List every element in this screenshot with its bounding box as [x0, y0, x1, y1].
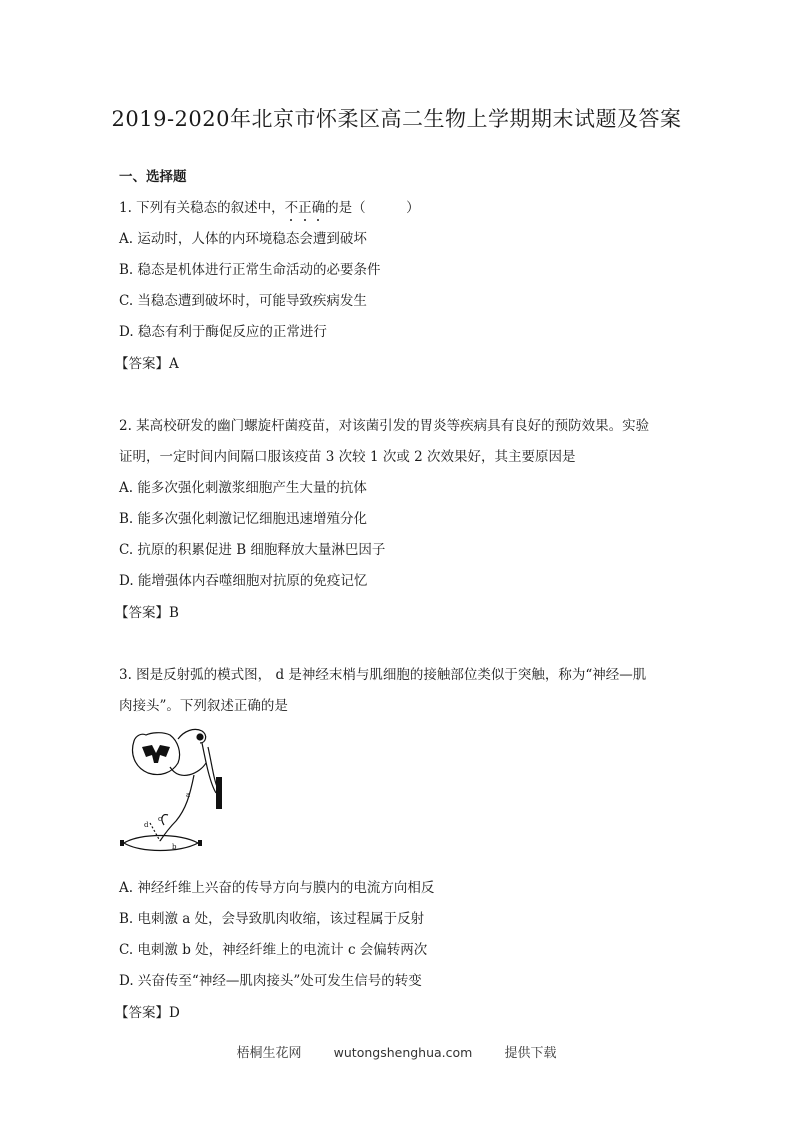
reflex-arc-diagram: [120, 723, 232, 855]
q1-answer: 【答案】A: [115, 356, 179, 372]
page-footer: [0, 1042, 793, 1061]
footer-url[interactable]: wutongshenghua.com: [333, 1045, 473, 1060]
q1-stem-pre: 1. 下列有关稳态的叙述中，: [119, 200, 285, 216]
label-b: b: [172, 843, 177, 851]
q1-option-d: D. 稳态有利于酶促反应的正常进行: [119, 324, 327, 340]
footer-site-name: 梧桐生花网: [236, 1046, 302, 1061]
q1-option-c: C. 当稳态遭到破坏时，可能导致疾病发生: [119, 293, 367, 309]
q3-option-a: A. 神经纤维上兴奋的传导方向与膜内的电流方向相反: [119, 880, 435, 896]
q1-emph-2: 正: [298, 200, 312, 216]
q2-stem-line-1: 2. 某高校研发的幽门螺旋杆菌疫苗，对该菌引发的胃炎等疾病具有良好的预防效果。实验: [119, 418, 650, 434]
label-a: a: [186, 791, 191, 799]
q3-option-c: C. 电刺激 b 处，神经纤维上的电流计 c 会偏转两次: [119, 942, 428, 958]
q1-emph-3: 确: [311, 200, 326, 216]
document-title: 2019-2020年北京市怀柔区高二生物上学期期末试题及答案: [111, 107, 682, 131]
section-heading: 一、选择题: [119, 169, 187, 185]
q3-answer: 【答案】D: [115, 1005, 180, 1021]
q2-stem-line-2: 证明，一定时间内间隔口服该疫苗 3 次较 1 次或 2 次效果好，其主要原因是: [119, 449, 576, 465]
q2-option-a: A. 能多次强化刺激浆细胞产生大量的抗体: [119, 480, 367, 496]
q3-option-d: D. 兴奋传至“神经—肌肉接头”处可发生信号的转变: [119, 973, 422, 989]
label-c: c: [158, 815, 162, 823]
q3-option-b: B. 电刺激 a 处，会导致肌肉收缩，该过程属于反射: [119, 911, 425, 927]
q3-stem-line-1: 3. 图是反射弧的模式图， d 是神经末梢与肌细胞的接触部位类似于突触，称为“神经—肌: [119, 667, 647, 683]
question-1-stem: [119, 196, 420, 216]
q1-option-b: B. 稳态是机体进行正常生命活动的必要条件: [119, 262, 381, 278]
q2-answer: 【答案】B: [115, 605, 179, 621]
q1-emph-1: 不: [284, 200, 299, 216]
q1-option-a: A. 运动时，人体的内环境稳态会遭到破坏: [119, 231, 367, 247]
q2-option-b: B. 能多次强化刺激记忆细胞迅速增殖分化: [119, 511, 368, 527]
footer-note: 提供下载: [504, 1046, 557, 1061]
q2-option-c: C. 抗原的积累促进 B 细胞释放大量淋巴因子: [119, 542, 386, 558]
label-d: d: [144, 821, 149, 829]
q3-stem-line-2: 肉接头”。下列叙述正确的是: [119, 698, 288, 714]
q2-option-d: D. 能增强体内吞噬细胞对抗原的免疫记忆: [119, 573, 368, 589]
q1-stem-post: 的是（ ）: [325, 200, 420, 216]
